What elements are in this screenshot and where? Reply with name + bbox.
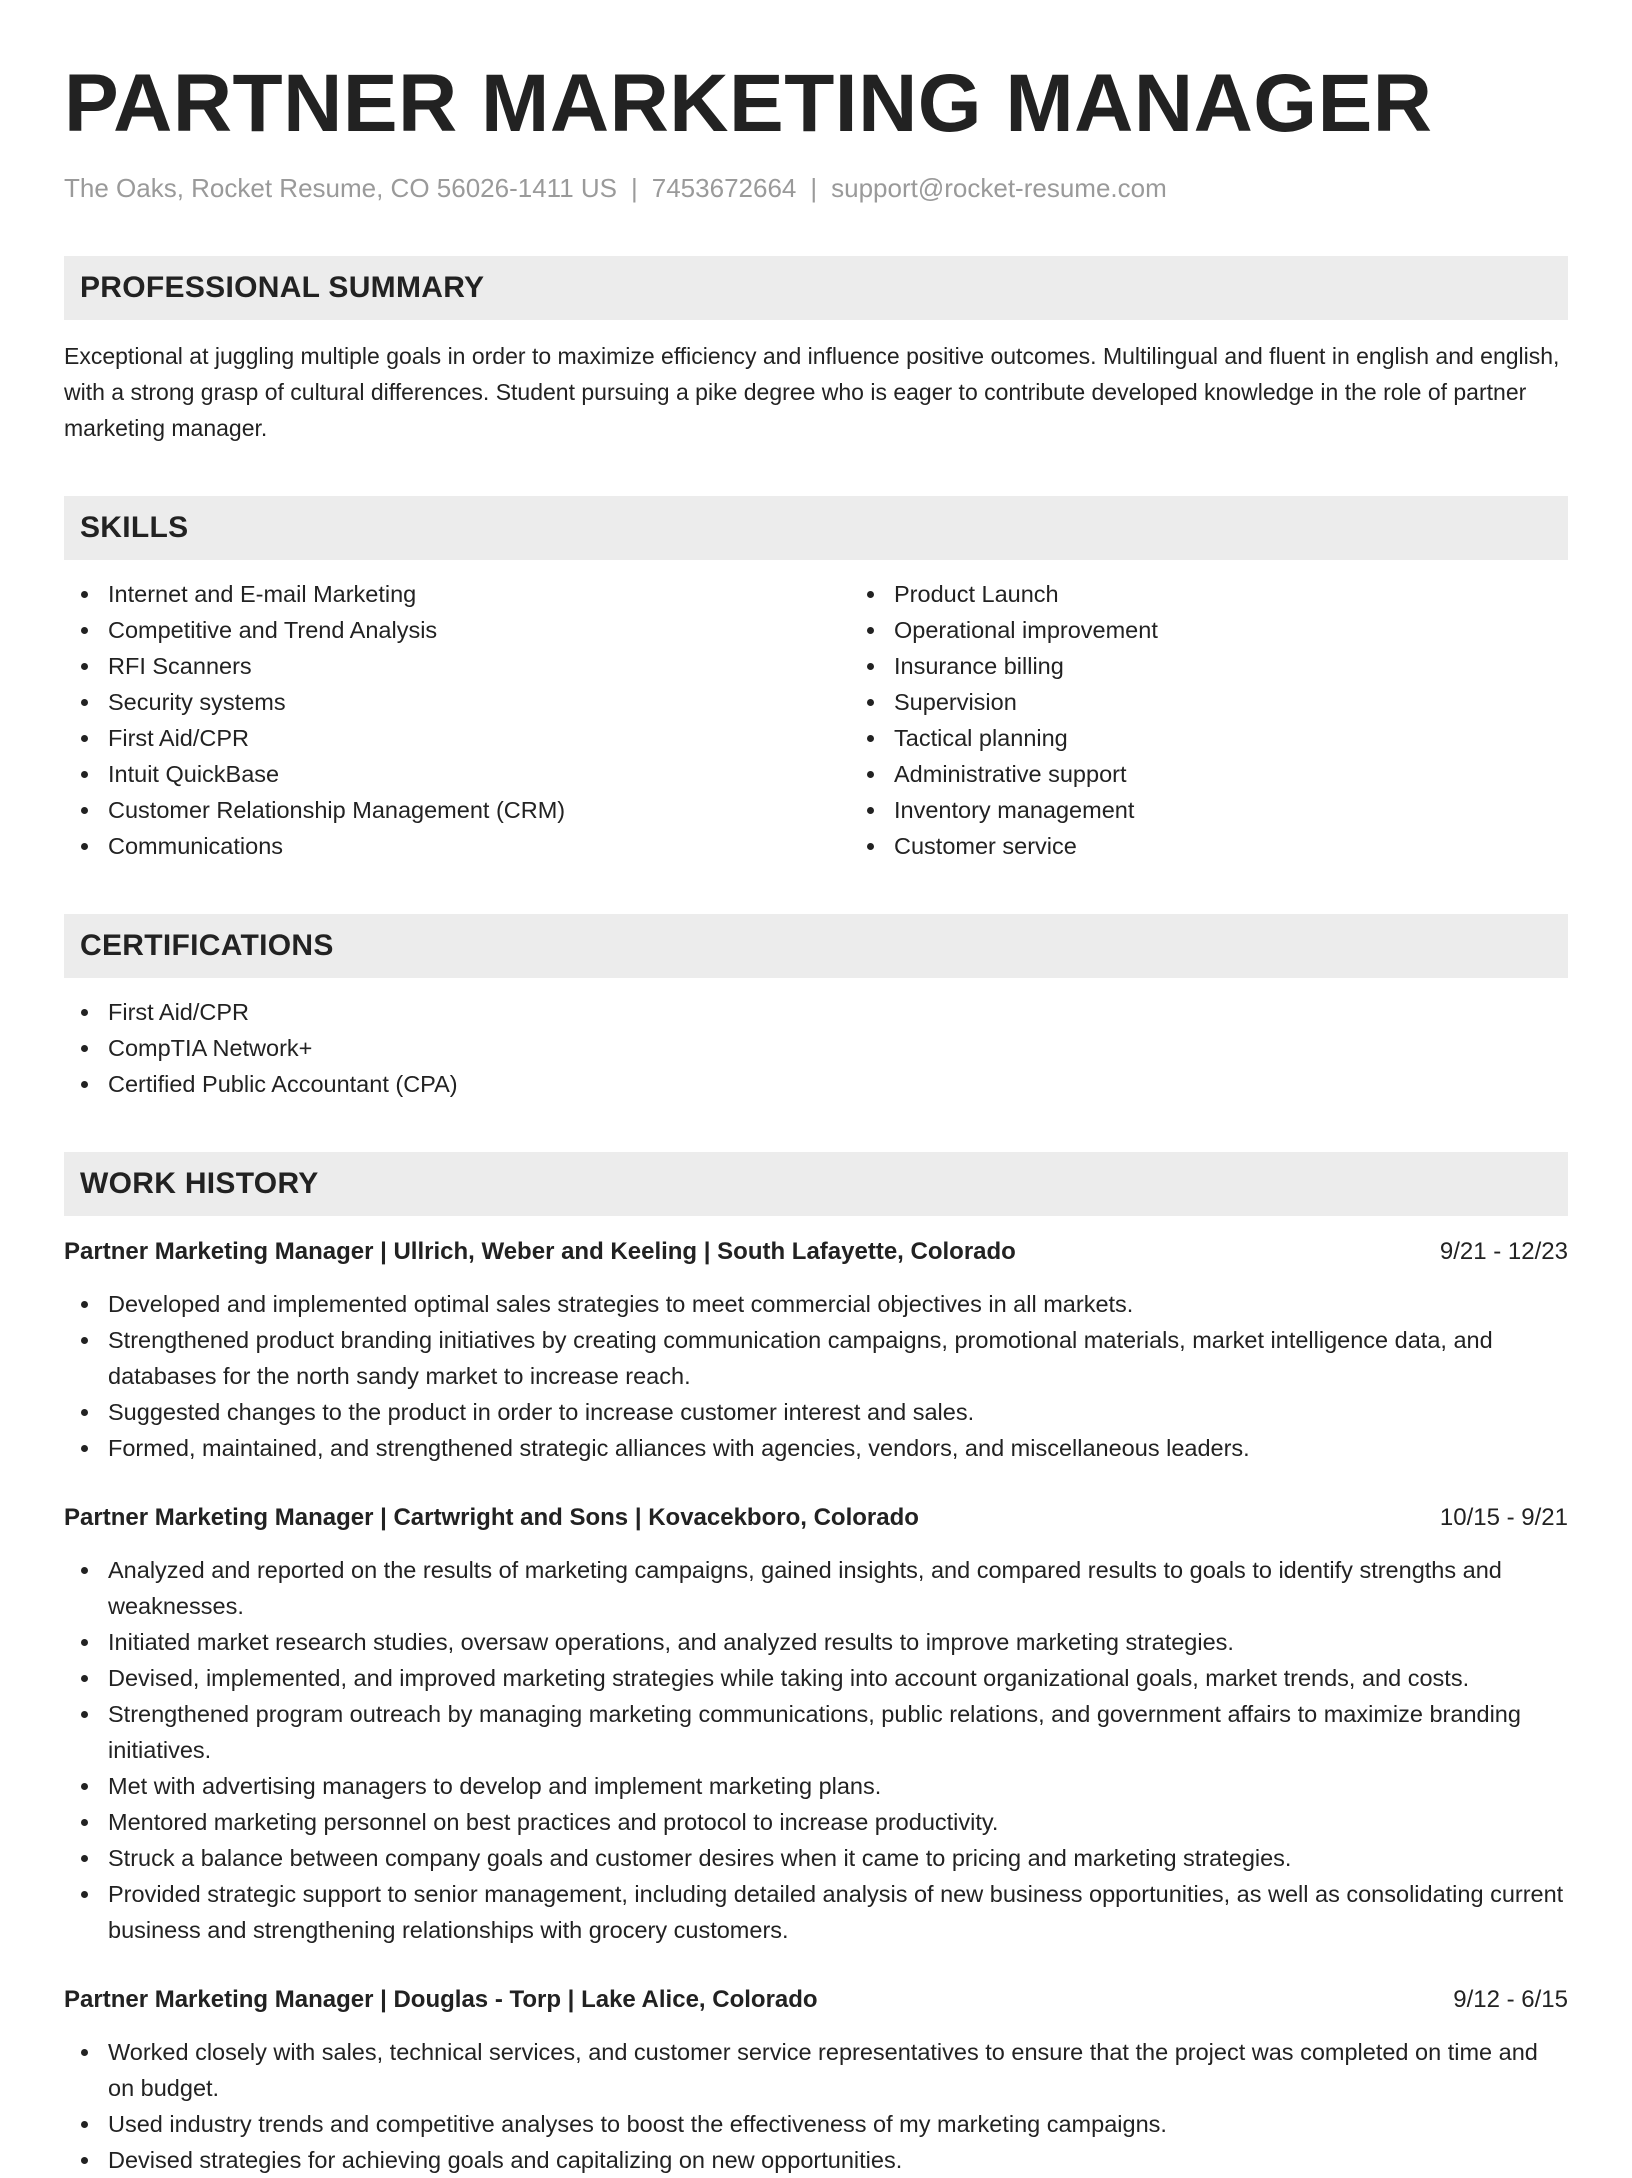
- job-bullet: Developed and implemented optimal sales strategies to meet commercial objectives in all markets.: [108, 1286, 1568, 1322]
- skill-item: Security systems: [108, 684, 850, 720]
- job-header: [64, 1982, 1568, 2018]
- job-bullet: Met with advertising managers to develop and implement marketing plans.: [108, 1768, 1568, 1804]
- job-dates: 9/12 - 6/15: [1453, 1986, 1568, 2013]
- job-bullets: [64, 1552, 1568, 1948]
- skill-item: First Aid/CPR: [108, 720, 850, 756]
- skill-item: Tactical planning: [894, 720, 1632, 756]
- job-entry: [64, 1234, 1568, 1466]
- section-heading-certifications: CERTIFICATIONS: [64, 914, 1568, 978]
- skill-item: Customer Relationship Management (CRM): [108, 792, 850, 828]
- skill-item: Insurance billing: [894, 648, 1632, 684]
- job-bullet: Strengthened product branding initiatives by creating communication campaigns, promotional materials, market intelligence data, and databases for the north sandy market to increase reach.: [108, 1322, 1568, 1394]
- skill-item: Intuit QuickBase: [108, 756, 850, 792]
- job-bullet: Provided strategic support to senior management, including detailed analysis of new business opportunities, as well as consolidating current business and strengthening relationships with grocery customers.: [108, 1876, 1568, 1948]
- section-heading-summary: PROFESSIONAL SUMMARY: [64, 256, 1568, 320]
- job-bullet: Mentored marketing personnel on best practices and protocol to increase productivity.: [108, 1804, 1568, 1840]
- job-bullet: Analyzed and reported on the results of marketing campaigns, gained insights, and compared results to goals to identify strengths and weaknesses.: [108, 1552, 1568, 1624]
- skill-item: Supervision: [894, 684, 1632, 720]
- resume-title: PARTNER MARKETING MANAGER: [64, 58, 1433, 149]
- job-dates: 9/21 - 12/23: [1439, 1238, 1568, 1265]
- job-header: [64, 1234, 1568, 1270]
- job-title: Partner Marketing Manager | Ullrich, Weber and Keeling | South Lafayette, Colorado: [64, 1238, 1016, 1265]
- contact-line: [64, 172, 1568, 204]
- skill-item: Internet and E-mail Marketing: [108, 576, 850, 612]
- skill-item: Product Launch: [894, 576, 1632, 612]
- skill-item: Inventory management: [894, 792, 1632, 828]
- job-bullets: [64, 2034, 1568, 2178]
- section-heading-work-history: WORK HISTORY: [64, 1152, 1568, 1216]
- job-bullet: Suggested changes to the product in order to increase customer interest and sales.: [108, 1394, 1568, 1430]
- job-bullet: Formed, maintained, and strengthened strategic alliances with agencies, vendors, and miscellaneous leaders.: [108, 1430, 1568, 1466]
- contact-phone: 7453672664: [651, 173, 797, 203]
- certification-item: CompTIA Network+: [108, 1030, 1568, 1066]
- skills-list-left: [64, 576, 850, 864]
- contact-separator: |: [631, 173, 638, 203]
- skill-item: Competitive and Trend Analysis: [108, 612, 850, 648]
- job-dates: 10/15 - 9/21: [1439, 1504, 1568, 1531]
- job-entry: [64, 1500, 1568, 1948]
- certifications-list: [64, 994, 1568, 1102]
- job-bullet: Worked closely with sales, technical services, and customer service representatives to ensure that the project was completed on time and on budget.: [108, 2034, 1568, 2106]
- job-bullet: Devised strategies for achieving goals and capitalizing on new opportunities.: [108, 2142, 1568, 2178]
- contact-email: support@rocket-resume.com: [831, 173, 1167, 203]
- job-bullet: Devised, implemented, and improved marketing strategies while taking into account organizational goals, market trends, and costs.: [108, 1660, 1568, 1696]
- job-title: Partner Marketing Manager | Douglas - Torp | Lake Alice, Colorado: [64, 1986, 818, 2013]
- skills-grid: [64, 560, 1568, 864]
- job-bullets: [64, 1286, 1568, 1466]
- certification-item: First Aid/CPR: [108, 994, 1568, 1030]
- job-header: [64, 1500, 1568, 1536]
- contact-separator: |: [810, 173, 818, 203]
- certification-item: Certified Public Accountant (CPA): [108, 1066, 1568, 1102]
- job-entry: [64, 1982, 1568, 2178]
- job-bullet: Struck a balance between company goals and customer desires when it came to pricing and marketing strategies.: [108, 1840, 1568, 1876]
- skill-item: Communications: [108, 828, 850, 864]
- skill-item: Administrative support: [894, 756, 1632, 792]
- job-bullet: Strengthened program outreach by managing marketing communications, public relations, and government affairs to maximize branding initiatives.: [108, 1696, 1568, 1768]
- job-bullet: Used industry trends and competitive analyses to boost the effectiveness of my marketing campaigns.: [108, 2106, 1568, 2142]
- skill-item: RFI Scanners: [108, 648, 850, 684]
- skill-item: Operational improvement: [894, 612, 1632, 648]
- skill-item: Customer service: [894, 828, 1632, 864]
- job-title: Partner Marketing Manager | Cartwright and Sons | Kovacekboro, Colorado: [64, 1504, 919, 1531]
- section-heading-skills: SKILLS: [64, 496, 1568, 560]
- skills-list-right: [850, 576, 1632, 864]
- summary-text: Exceptional at juggling multiple goals in order to maximize efficiency and influence positive outcomes. Multilingual and fluent in english and english, with a strong grasp of cultural differences. Student pursuing a pike degree who is eager to contribute developed knowledge in the role of partner marketing manager.: [64, 343, 1560, 441]
- contact-address: The Oaks, Rocket Resume, CO 56026-1411 US: [64, 173, 617, 203]
- job-bullet: Initiated market research studies, oversaw operations, and analyzed results to improve marketing strategies.: [108, 1624, 1568, 1660]
